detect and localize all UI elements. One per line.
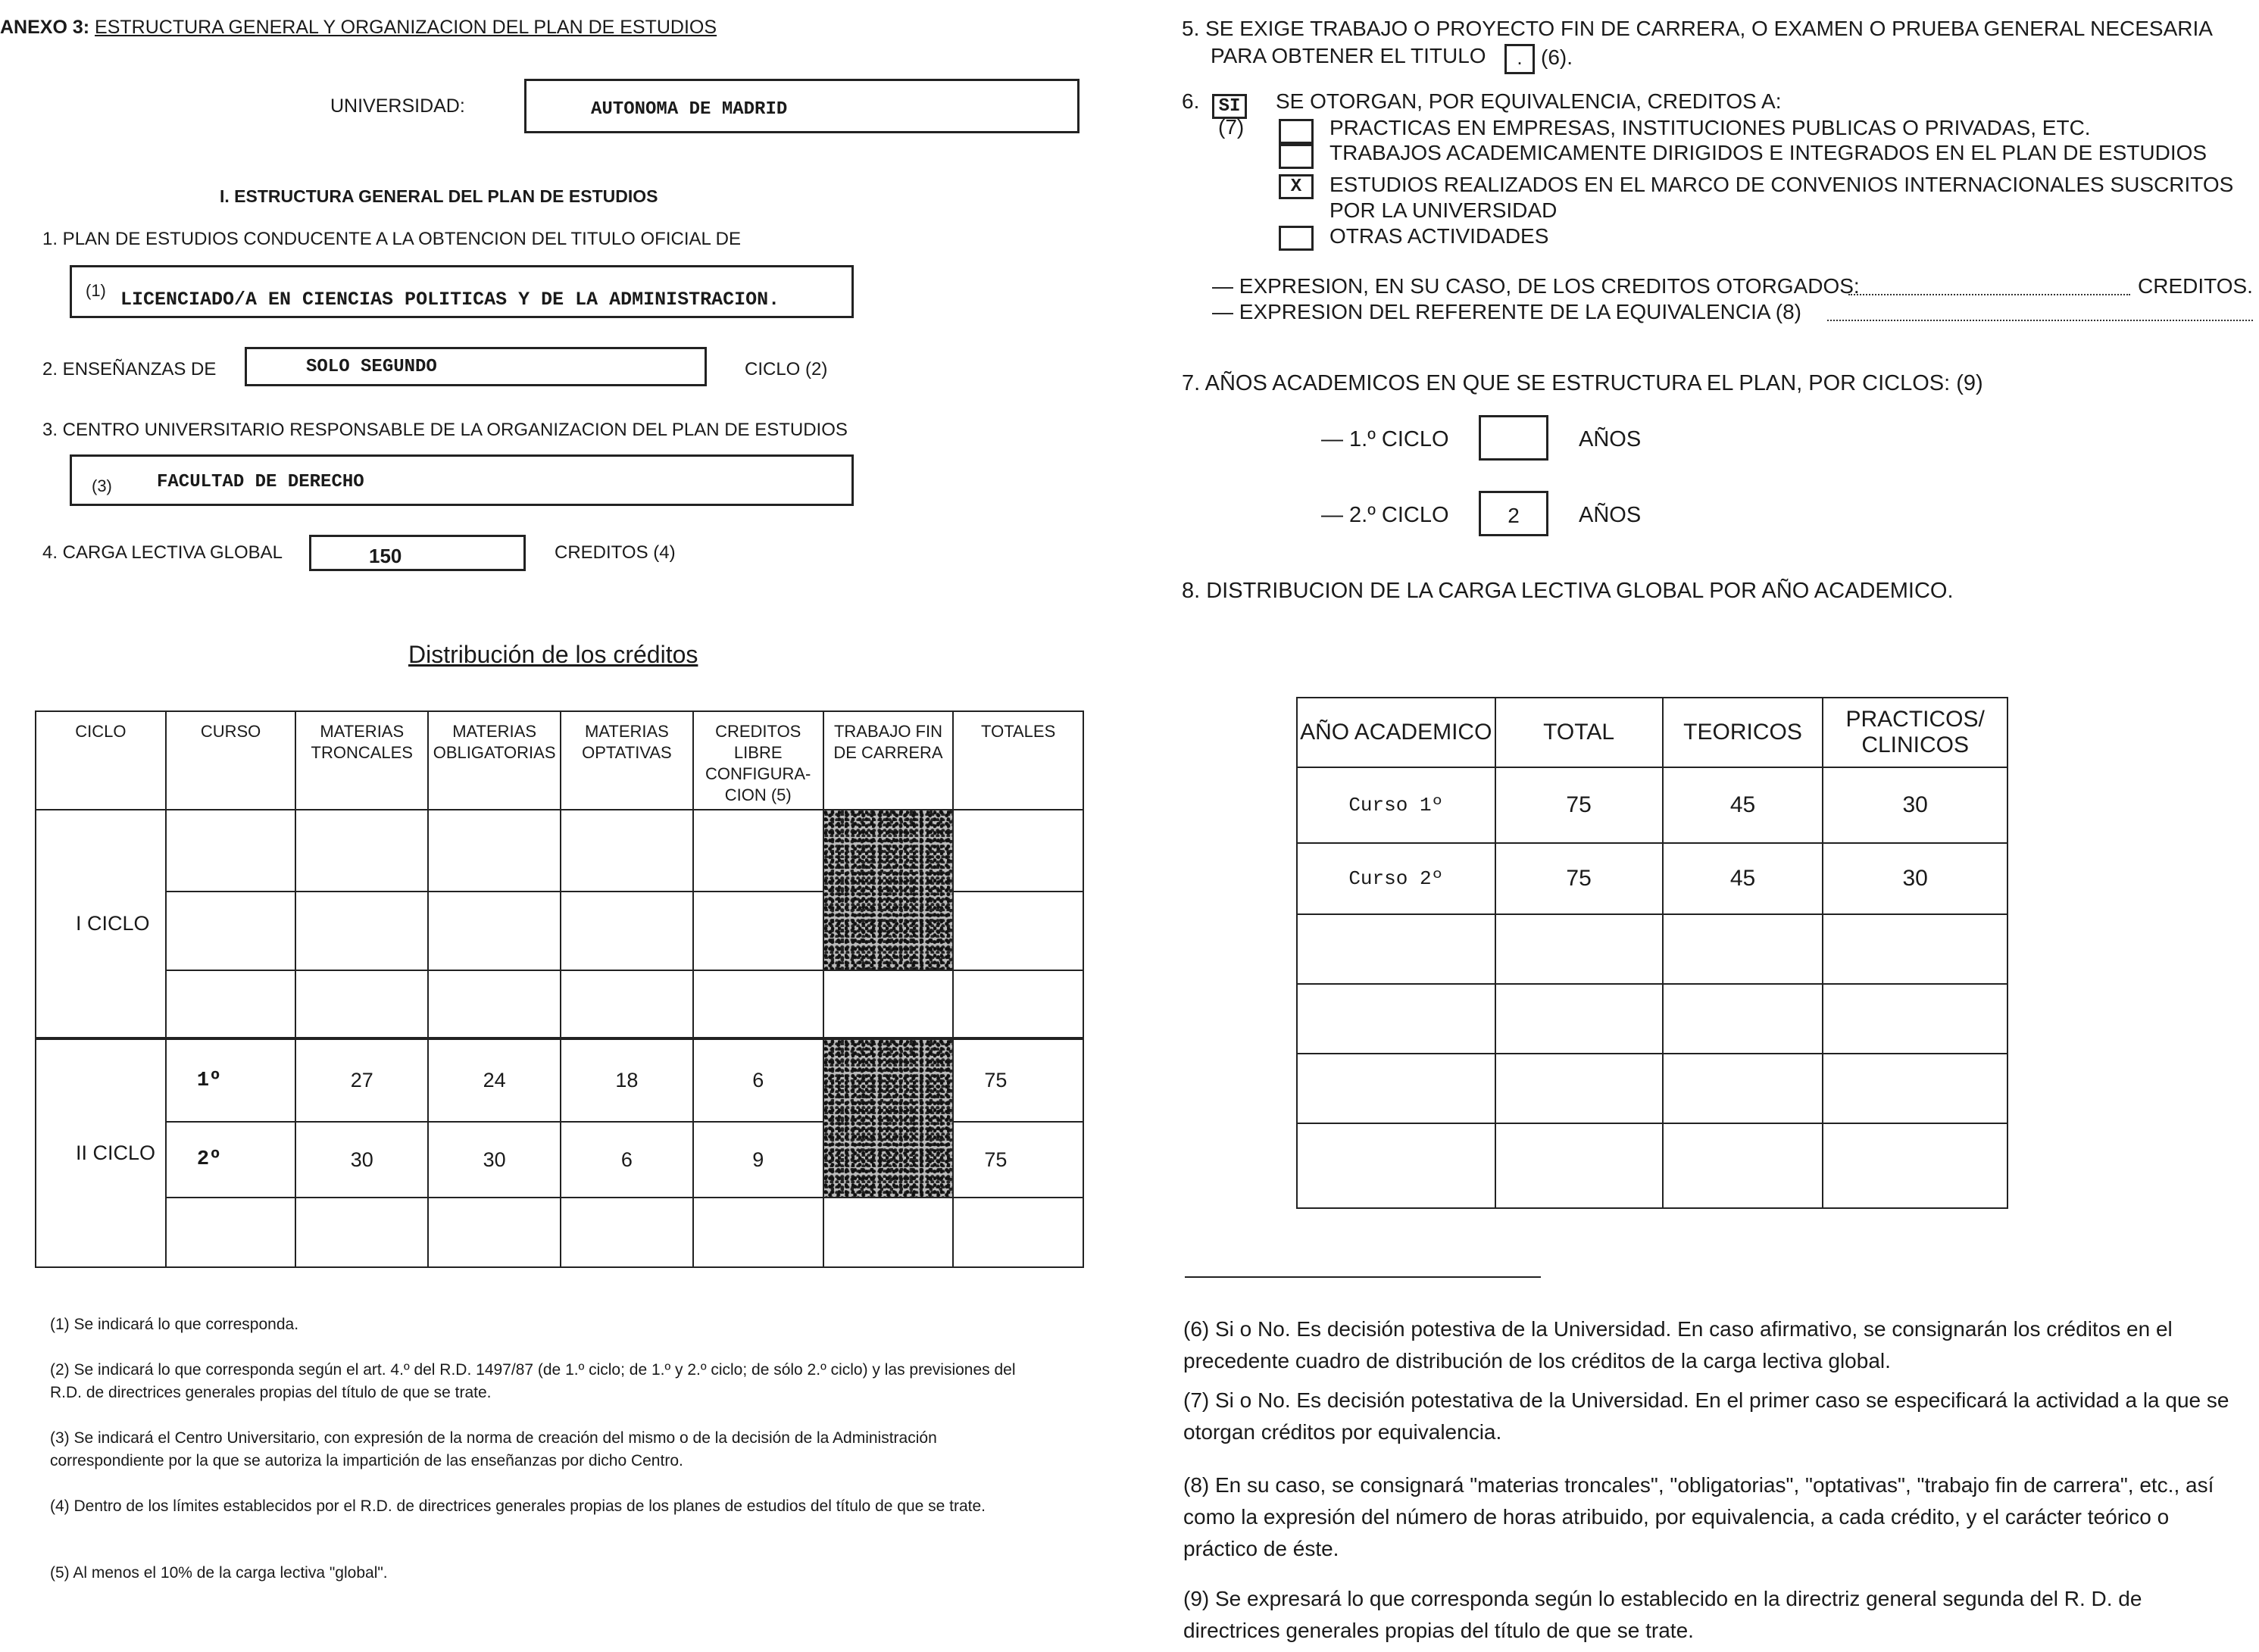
item5-line1: 5. SE EXIGE TRABAJO O PROYECTO FIN DE CARRERA, O EXAMEN O PRUEBA GENERAL NECESARIA (1182, 17, 2213, 40)
title-field (70, 265, 854, 318)
year-cell: Curso 2º (1297, 843, 1495, 914)
teoricos-cell: 45 (1663, 767, 1823, 843)
col-obligatorias: MATERIAS OBLIGATORIAS (428, 711, 561, 810)
practicos-cell: 30 (1823, 767, 2007, 843)
cycle1-label: — 1.º CICLO (1321, 427, 1449, 451)
item6-label: SE OTORGAN, POR EQUIVALENCIA, CREDITOS A: (1276, 89, 1782, 113)
total-cell: 75 (1495, 843, 1663, 914)
col-optativas: MATERIAS OPTATIVAS (561, 711, 693, 810)
annex-title: ESTRUCTURA GENERAL Y ORGANIZACION DEL PLAN DE ESTUDIOS (95, 17, 717, 38)
year-cell: Curso 1º (1297, 767, 1495, 843)
option-text: TRABAJOS ACADEMICAMENTE DIRIGIDOS E INTEGRADOS EN EL PLAN DE ESTUDIOS (1329, 141, 2207, 164)
item3-note: (3) (92, 476, 112, 495)
item1-label: 1. PLAN DE ESTUDIOS CONDUCENTE A LA OBTENCION DEL TITULO OFICIAL DE (42, 229, 741, 249)
footnote-2: (2) Se indicará lo que corresponda según el art. 4.º del R.D. 1497/87 (de 1.º ciclo; de 1.º y 2.º ciclo; de sólo 2.º ciclo) y las previsiones del R.D. de directrices generales propias del título de que se trate. (50, 1361, 1016, 1401)
col-trabajo: TRABAJO FIN DE CARRERA (823, 711, 954, 810)
cycle2-label: — 2.º CICLO (1321, 503, 1449, 527)
row-obligatorias: 30 (428, 1122, 561, 1198)
option-box (1279, 226, 1314, 251)
distribution-title: Distribución de los créditos (408, 641, 698, 668)
item1-note: (1) (86, 281, 106, 300)
item5-line2 (1211, 44, 1486, 68)
col-curso: CURSO (166, 711, 296, 810)
row-troncales: 27 (295, 1038, 428, 1122)
shaded-cell (823, 1038, 954, 1198)
item6-num: 6. (1182, 89, 1200, 113)
row-curso: 1º (166, 1038, 296, 1122)
expr2-label: — EXPRESION DEL REFERENTE DE LA EQUIVALENCIA (8) (1212, 300, 1801, 323)
cycle2-unit: AÑOS (1579, 503, 1642, 527)
cycle2-field (1479, 491, 1548, 536)
footnote-1: (1) Se indicará lo que corresponda. (50, 1316, 299, 1333)
ciclo2-cell: II CICLO (36, 1038, 166, 1267)
row-curso: 2º (166, 1122, 296, 1198)
university-field (524, 79, 1080, 133)
annex-prefix: ANEXO 3: (0, 17, 90, 38)
option-text: PRACTICAS EN EMPRESAS, INSTITUCIONES PUBLICAS O PRIVADAS, ETC. (1329, 116, 2091, 139)
section-title: I. ESTRUCTURA GENERAL DEL PLAN DE ESTUDIOS (220, 186, 658, 206)
footnote-8: (8) En su caso, se consignará "materias troncales", "obligatorias", "optativas", "trabajo fin de carrera", etc., así como la expresión del número de horas atribuido, por equivalencia, a cada crédito, y el carácter teórico o práctico de éste. (1183, 1473, 2214, 1560)
item2-label: 2. ENSEÑANZAS DE (42, 359, 217, 379)
shaded-cell (823, 810, 954, 970)
final-project-box (1504, 44, 1535, 74)
row-totales: 75 (953, 1122, 1083, 1198)
col-total: TOTAL (1495, 698, 1663, 767)
load-value: 150 (369, 545, 402, 567)
option-text-cont: POR LA UNIVERSIDAD (1329, 198, 1558, 222)
footnote-9: (9) Se expresará lo que corresponda según lo establecido en la directriz general segunda del R. D. de directrices generales propias del título de que se trate. (1183, 1587, 2142, 1642)
university-label: UNIVERSIDAD: (330, 95, 465, 117)
item8-label: 8. DISTRIBUCION DE LA CARGA LECTIVA GLOBAL POR AÑO ACADEMICO. (1182, 579, 1954, 603)
annex-heading (0, 17, 717, 39)
option-text: OTRAS ACTIVIDADES (1329, 224, 1549, 248)
option-box (1279, 144, 1314, 169)
footnote-6: (6) Si o No. Es decisión potestiva de la Universidad. En caso afirmativo, se consignarán los créditos en el precedente cuadro de distribución de los créditos de la carga lectiva global. (1183, 1317, 2173, 1373)
expr2-dots (1827, 320, 2253, 321)
practicos-cell: 30 (1823, 843, 2007, 914)
teaching-value: SOLO SEGUNDO (306, 357, 437, 377)
row-optativas: 18 (561, 1038, 693, 1122)
item5-label: PARA OBTENER EL TITULO (1211, 44, 1486, 67)
expr1-suffix: CREDITOS. (2138, 274, 2253, 298)
cycle2-value: 2 (1508, 504, 1520, 527)
center-value: FACULTAD DE DERECHO (157, 472, 364, 492)
footnote-separator (1185, 1276, 1541, 1278)
row-libre: 9 (693, 1122, 823, 1198)
item6-note: (7) (1218, 115, 1245, 139)
expr1-dots (1848, 294, 2130, 295)
row-troncales: 30 (295, 1122, 428, 1198)
cycle1-unit: AÑOS (1579, 427, 1642, 451)
load-field (309, 535, 526, 571)
option-text: ESTUDIOS REALIZADOS EN EL MARCO DE CONVENIOS INTERNACIONALES SUSCRITOS (1329, 173, 2234, 196)
teoricos-cell: 45 (1663, 843, 1823, 914)
center-field (70, 454, 854, 506)
university-value: AUTONOMA DE MADRID (591, 99, 788, 120)
footnote-7: (7) Si o No. Es decisión potestativa de la Universidad. En el primer caso se especificará la actividad a la que se otorgan créditos por equivalencia. (1183, 1388, 2229, 1444)
col-teoricos: TEORICOS (1663, 698, 1823, 767)
row-obligatorias: 24 (428, 1038, 561, 1122)
item3-label: 3. CENTRO UNIVERSITARIO RESPONSABLE DE LA ORGANIZACION DEL PLAN DE ESTUDIOS (42, 420, 848, 440)
cycle1-field (1479, 415, 1548, 461)
col-libre: CREDITOS LIBRE CONFIGURA- CION (5) (693, 711, 823, 810)
credits-table (35, 710, 1084, 1268)
item4-suffix: CREDITOS (4) (555, 542, 676, 563)
col-practicos: PRACTICOS/ CLINICOS (1823, 698, 2007, 767)
title-value: LICENCIADO/A EN CIENCIAS POLITICAS Y DE LA ADMINISTRACION. (120, 289, 780, 311)
total-cell: 75 (1495, 767, 1663, 843)
row-libre: 6 (693, 1038, 823, 1122)
col-troncales: MATERIAS TRONCALES (295, 711, 428, 810)
row-optativas: 6 (561, 1122, 693, 1198)
final-project-value: . (1517, 46, 1523, 69)
col-totales: TOTALES (953, 711, 1083, 810)
item2-suffix: CICLO (2) (745, 359, 828, 379)
equivalence-answer-value: SI (1218, 96, 1241, 117)
expr1-label: — EXPRESION, EN SU CASO, DE LOS CREDITOS OTORGADOS: (1212, 274, 1860, 298)
item4-label: 4. CARGA LECTIVA GLOBAL (42, 542, 283, 563)
option-box (1279, 119, 1314, 144)
option-box-checked: X (1279, 174, 1314, 199)
col-ciclo: CICLO (36, 711, 166, 810)
row-totales: 75 (953, 1038, 1083, 1122)
item7-label: 7. AÑOS ACADEMICOS EN QUE SE ESTRUCTURA EL PLAN, POR CICLOS: (9) (1182, 371, 1983, 395)
item5-note: (6). (1541, 45, 1573, 69)
ciclo1-cell: I CICLO (36, 810, 166, 1038)
teaching-field (245, 347, 707, 386)
footnote-3: (3) Se indicará el Centro Universitario, con expresión de la norma de creación del mismo o de la decisión de la Administración correspondiente por la que se autoriza la impartición de las enseñanzas por dicho Centro. (50, 1429, 937, 1469)
footnote-5: (5) Al menos el 10% de la carga lectiva "global". (50, 1564, 388, 1582)
footnote-4: (4) Dentro de los límites establecidos por el R.D. de directrices generales propias de los planes de estudios del título de que se trate. (50, 1497, 986, 1515)
year-distribution-table (1296, 697, 2008, 1209)
col-year: AÑO ACADEMICO (1297, 698, 1495, 767)
